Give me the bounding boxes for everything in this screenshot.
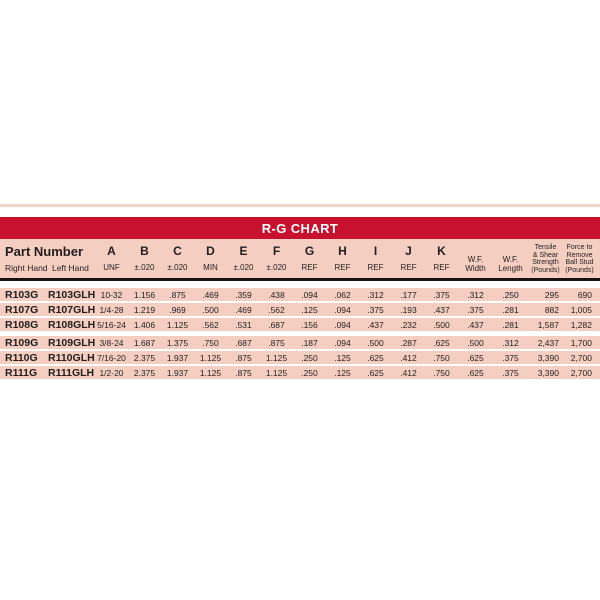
value-cell: .312 (367, 289, 384, 300)
part-number-right-hand: R108G (5, 318, 39, 331)
column-letter: D (206, 244, 215, 258)
wf-width-line1: W.F. (467, 255, 484, 264)
left-hand-label: Left Hand (52, 263, 89, 273)
value-cell: 1.125 (199, 352, 222, 363)
value-cell: 690 (577, 289, 592, 300)
column-sub: REF (367, 263, 384, 272)
value-cell: .625 (433, 337, 450, 348)
column-sub: REF (334, 263, 351, 272)
column-letter: K (437, 244, 446, 258)
value-cell: .500 (467, 337, 484, 348)
column-header-j (392, 239, 425, 278)
tensile-strength-header (528, 239, 563, 278)
hand-labels (5, 263, 95, 273)
value-cell: .625 (467, 367, 484, 378)
value-cell: 1.125 (265, 352, 288, 363)
value-cell: 1.375 (166, 337, 189, 348)
value-cell: 7/16-20 (97, 352, 126, 363)
value-cell: .625 (367, 367, 384, 378)
tensile-line4: (Pounds) (531, 266, 560, 274)
value-cell: 1.156 (133, 289, 156, 300)
value-cell: 2,437 (537, 337, 559, 348)
column-letter: J (405, 244, 412, 258)
part-number-right-hand: R103G (5, 288, 39, 301)
value-cell: .062 (334, 289, 351, 300)
value-cell: .875 (235, 352, 252, 363)
value-cell: .437 (467, 319, 484, 330)
value-cell: .375 (433, 289, 450, 300)
part-number-header (0, 239, 95, 278)
column-sub: ±.020 (233, 263, 254, 272)
part-number-right-hand: R109G (5, 336, 39, 349)
top-divider (0, 204, 600, 207)
value-cell: 1,005 (570, 304, 592, 315)
value-cell: .531 (235, 319, 252, 330)
value-cell: .625 (467, 352, 484, 363)
column-header-h (326, 239, 359, 278)
value-cell: .437 (367, 319, 384, 330)
value-cell: .287 (400, 337, 417, 348)
value-cell: .125 (334, 352, 351, 363)
force-remove-header (563, 239, 596, 278)
column-sub: REF (301, 263, 318, 272)
table-row (0, 336, 600, 349)
value-cell: .125 (334, 367, 351, 378)
value-cell: .750 (202, 337, 219, 348)
value-cell: .875 (169, 289, 186, 300)
value-cell: .500 (202, 304, 219, 315)
value-cell: 1/4-28 (99, 304, 124, 315)
tensile-line1: Tensile (534, 244, 557, 251)
value-cell: .281 (502, 319, 519, 330)
column-sub: ±.020 (266, 263, 287, 272)
part-number-left-hand: R109GLH (48, 336, 96, 349)
part-number-label: Part Number (5, 244, 84, 259)
value-cell: 1,282 (570, 319, 592, 330)
table-header (0, 239, 600, 278)
column-header-d (194, 239, 227, 278)
column-sub: ±.020 (134, 263, 155, 272)
part-number-left-hand: R103GLH (48, 288, 96, 301)
value-cell: 2.375 (133, 367, 156, 378)
value-cell: .281 (502, 304, 519, 315)
value-cell: .500 (433, 319, 450, 330)
value-cell: .232 (400, 319, 417, 330)
value-cell: .438 (268, 289, 285, 300)
value-cell: 1.219 (133, 304, 156, 315)
part-number-right-hand: R110G (5, 351, 38, 364)
column-sub: ±.020 (167, 263, 188, 272)
value-cell: 882 (544, 304, 559, 315)
value-cell: .750 (433, 352, 450, 363)
part-number-left-hand: R107GLH (48, 303, 96, 316)
value-cell: .750 (433, 367, 450, 378)
value-cell: .625 (367, 352, 384, 363)
part-number-left-hand: R111GLH (48, 366, 95, 379)
value-cell: .687 (235, 337, 252, 348)
value-cell: 1.687 (133, 337, 156, 348)
value-cell: .437 (433, 304, 450, 315)
column-header-a (95, 239, 128, 278)
value-cell: 3,390 (537, 352, 559, 363)
value-cell: 3,390 (537, 367, 559, 378)
value-cell: .687 (268, 319, 285, 330)
value-cell: 1.406 (133, 319, 156, 330)
value-cell: 295 (544, 289, 559, 300)
value-cell: .969 (169, 304, 186, 315)
column-header-c (161, 239, 194, 278)
wf-width-line2: Width (465, 263, 486, 273)
column-sub: MIN (203, 263, 218, 272)
value-cell: 1,587 (537, 319, 559, 330)
column-letter: G (304, 244, 315, 258)
value-cell: .312 (502, 337, 519, 348)
table-row (0, 351, 600, 364)
wf-length-header (493, 239, 528, 278)
value-cell: .094 (334, 304, 351, 315)
table-row (0, 288, 600, 301)
value-cell: 1.125 (166, 319, 189, 330)
value-cell: .562 (202, 319, 219, 330)
value-cell: .250 (301, 367, 318, 378)
wf-width-header (458, 239, 493, 278)
value-cell: .562 (268, 304, 285, 315)
value-cell: 3/8-24 (99, 337, 124, 348)
value-cell: .125 (301, 304, 318, 315)
column-sub: REF (433, 263, 450, 272)
column-sub: UNF (103, 263, 120, 272)
value-cell: 2,700 (570, 352, 592, 363)
table-row (0, 318, 600, 331)
column-sub: REF (400, 263, 417, 272)
value-cell: .375 (367, 304, 384, 315)
force-line1: Force to (566, 244, 593, 251)
value-cell: 1/2-20 (99, 367, 124, 378)
tensile-line3: Strength (532, 259, 559, 266)
value-cell: .375 (502, 352, 519, 363)
column-header-b (128, 239, 161, 278)
force-line4: (Pounds) (565, 266, 594, 274)
value-cell: .359 (235, 289, 252, 300)
value-cell: 1,700 (570, 337, 592, 348)
part-number-left-hand: R108GLH (48, 318, 96, 331)
column-letter: H (338, 244, 347, 258)
value-cell: .193 (400, 304, 417, 315)
value-cell: .500 (367, 337, 384, 348)
column-letter: A (107, 244, 116, 258)
value-cell: 2,700 (570, 367, 592, 378)
table-row (0, 366, 600, 379)
value-cell: .250 (502, 289, 519, 300)
table-body (0, 281, 600, 379)
column-letter: I (373, 244, 378, 258)
part-number-left-hand: R110GLH (48, 351, 95, 364)
table-row (0, 303, 600, 316)
value-cell: 2.375 (133, 352, 156, 363)
right-hand-label: Right Hand (5, 263, 48, 273)
value-cell: .156 (301, 319, 318, 330)
part-number-right-hand: R107G (5, 303, 39, 316)
value-cell: .375 (467, 304, 484, 315)
value-cell: .875 (235, 367, 252, 378)
value-cell: .412 (400, 352, 417, 363)
value-cell: .094 (301, 289, 318, 300)
column-header-k (425, 239, 458, 278)
value-cell: 1.125 (199, 367, 222, 378)
value-cell: .375 (502, 367, 519, 378)
value-cell: .094 (334, 319, 351, 330)
chart-title-bar (0, 217, 600, 239)
part-number-right-hand: R111G (5, 366, 38, 379)
column-letter: B (140, 244, 149, 258)
force-line3: Ball Stud (565, 259, 594, 266)
value-cell: .312 (467, 289, 484, 300)
value-cell: 1.125 (265, 367, 288, 378)
value-cell: .412 (400, 367, 417, 378)
column-letter: C (173, 244, 182, 258)
value-cell: .094 (334, 337, 351, 348)
value-cell: 10-32 (100, 289, 123, 300)
value-cell: .250 (301, 352, 318, 363)
chart-title: R-G CHART (261, 220, 339, 236)
rg-chart-table (0, 239, 600, 381)
column-header-g (293, 239, 326, 278)
value-cell: 1.937 (166, 367, 189, 378)
column-letter: E (239, 244, 248, 258)
value-cell: .469 (202, 289, 219, 300)
wf-length-line1: W.F. (502, 255, 519, 264)
value-cell: .875 (268, 337, 285, 348)
tensile-line2: & Shear (532, 251, 559, 259)
value-cell: .187 (301, 337, 318, 348)
force-line2: Remove (566, 251, 593, 259)
column-header-e (227, 239, 260, 278)
column-letter: F (272, 244, 281, 258)
value-cell: 1.937 (166, 352, 189, 363)
value-cell: .469 (235, 304, 252, 315)
value-cell: .177 (400, 289, 417, 300)
column-header-f (260, 239, 293, 278)
wf-length-line2: Length (498, 263, 523, 273)
value-cell: 5/16-24 (97, 319, 126, 330)
column-header-i (359, 239, 392, 278)
